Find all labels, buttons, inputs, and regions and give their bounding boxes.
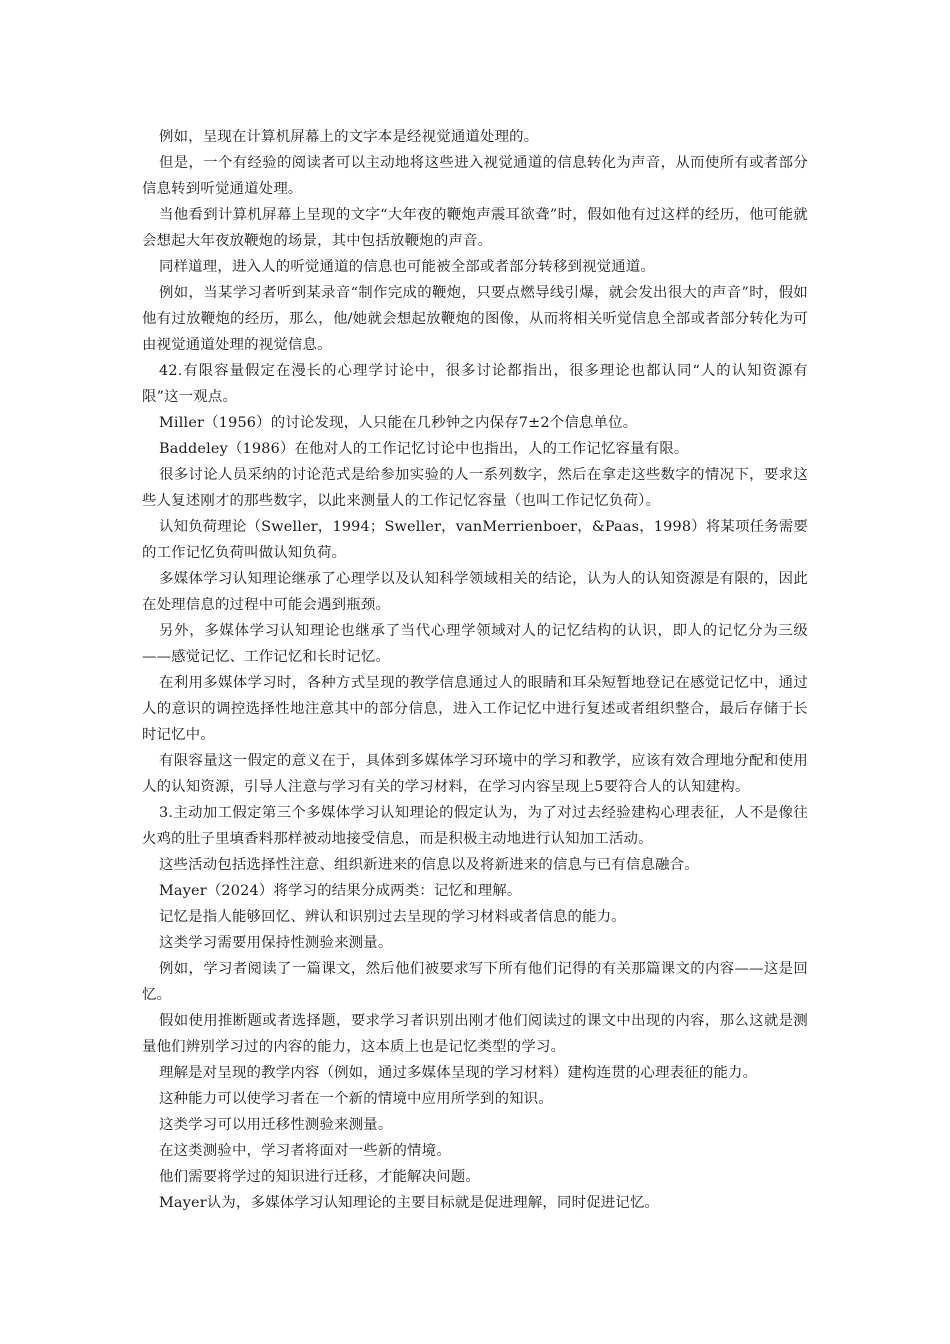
paragraph-11: 多媒体学习认知理论继承了心理学以及认知科学领域相关的结论，认为人的认知资源是有限的，因此在处理信息的过程中可能会遇到瓶颈。 <box>142 571 808 613</box>
paragraph-14: 有限容量这一假定的意义在于，具体到多媒体学习环境中的学习和教学，应该有效合理地分配和使用人的认知资源，引导人注意与学习有关的学习材料，在学习内容呈现上5要符合人的认知建构。 <box>142 753 808 795</box>
paragraph-2: 但是，一个有经验的阅读者可以主动地将这些进入视觉通道的信息转化为声音，从而使所有或者部分信息转到听觉通道处理。 <box>142 155 808 197</box>
paragraph-8: Baddeley（1986）在他对人的工作记忆讨论中也指出，人的工作记忆容量有限。 <box>159 441 689 457</box>
paragraph-18: 记忆是指人能够回忆、辨认和识别过去呈现的学习材料或者信息的能力。 <box>159 909 626 925</box>
paragraph-5: 例如，当某学习者听到某录音“制作完成的鞭炮，只要点燃导线引爆，就会发出很大的声音”时，假如他有过放鞭炮的经历，那么，他/她就会想起放鞭炮的图像，从而将相关听觉信息全部或者部分转化为可由视觉通道处理的视觉信息。 <box>142 285 808 353</box>
paragraph-13: 在利用多媒体学习时，各种方式呈现的教学信息通过人的眼睛和耳朵短暂地登记在感觉记忆中，通过人的意识的调控选择性地注意其中的部分信息，进入工作记忆中进行复述或者组织整合，最后存储于长时记忆中。 <box>142 675 808 743</box>
paragraph-4: 同样道理，进入人的听觉通道的信息也可能被全部或者部分转移到视觉通道。 <box>159 259 656 275</box>
paragraph-16: 这些活动包括选择性注意、组织新进来的信息以及将新进来的信息与已有信息融合。 <box>159 857 699 873</box>
paragraph-1: 例如，呈现在计算机屏幕上的文字本是经视觉通道处理的。 <box>159 129 539 145</box>
paragraph-17: Mayer（2024）将学习的结果分成两类：记忆和理解。 <box>159 883 522 899</box>
paragraph-9: 很多讨论人员采纳的讨论范式是给参加实验的人一系列数字，然后在拿走这些数字的情况下，要求这些人复述刚才的那些数字，以此来测量人的工作记忆容量（也叫工作记忆负荷）。 <box>142 467 808 509</box>
paragraph-24: 这类学习可以用迁移性测验来测量。 <box>159 1117 393 1133</box>
paragraph-27: Mayer认为，多媒体学习认知理论的主要目标就是促进理解，同时促进记忆。 <box>159 1195 660 1211</box>
paragraph-12: 另外，多媒体学习认知理论也继承了当代心理学领域对人的记忆结构的认识，即人的记忆分为三级——感觉记忆、工作记忆和长时记忆。 <box>142 623 808 665</box>
paragraph-6: 42.有限容量假定在漫长的心理学讨论中，很多讨论都指出，很多理论也都认同“人的认知资源有限”这一观点。 <box>142 363 808 405</box>
paragraph-7: Miller（1956）的讨论发现，人只能在几秒钟之内保存7±2个信息单位。 <box>159 415 638 431</box>
paragraph-15: 3.主动加工假定第三个多媒体学习认知理论的假定认为，为了对过去经验建构心理表征，人不是像往火鸡的肚子里填香料那样被动地接受信息，而是积极主动地进行认知加工活动。 <box>142 805 808 847</box>
paragraph-20: 例如，学习者阅读了一篇课文，然后他们被要求写下所有他们记得的有关那篇课文的内容——这是回忆。 <box>142 961 808 1003</box>
paragraph-10: 认知负荷理论（Sweller，1994；Sweller，vanMerrienboer，&Paas，1998）将某项任务需要的工作记忆负荷叫做认知负荷。 <box>142 519 808 561</box>
paragraph-21: 假如使用推断题或者选择题，要求学习者识别出刚才他们阅读过的课文中出现的内容，那么这就是测量他们辨别学习过的内容的能力，这本质上也是记忆类型的学习。 <box>142 1013 808 1055</box>
paragraph-19: 这类学习需要用保持性测验来测量。 <box>159 935 393 951</box>
paragraph-3: 当他看到计算机屏幕上呈现的文字“大年夜的鞭炮声震耳欲聋”时，假如他有过这样的经历，他可能就会想起大年夜放鞭炮的场景，其中包括放鞭炮的声音。 <box>142 207 808 249</box>
paragraph-25: 在这类测验中，学习者将面对一些新的情境。 <box>159 1143 451 1159</box>
paragraph-26: 他们需要将学过的知识进行迁移，才能解决问题。 <box>159 1169 480 1185</box>
paragraph-23: 这种能力可以使学习者在一个新的情境中应用所学到的知识。 <box>159 1091 553 1107</box>
paragraph-22: 理解是对呈现的教学内容（例如，通过多媒体呈现的学习材料）建构连贯的心理表征的能力。 <box>159 1065 758 1081</box>
document-body <box>142 124 808 1216</box>
